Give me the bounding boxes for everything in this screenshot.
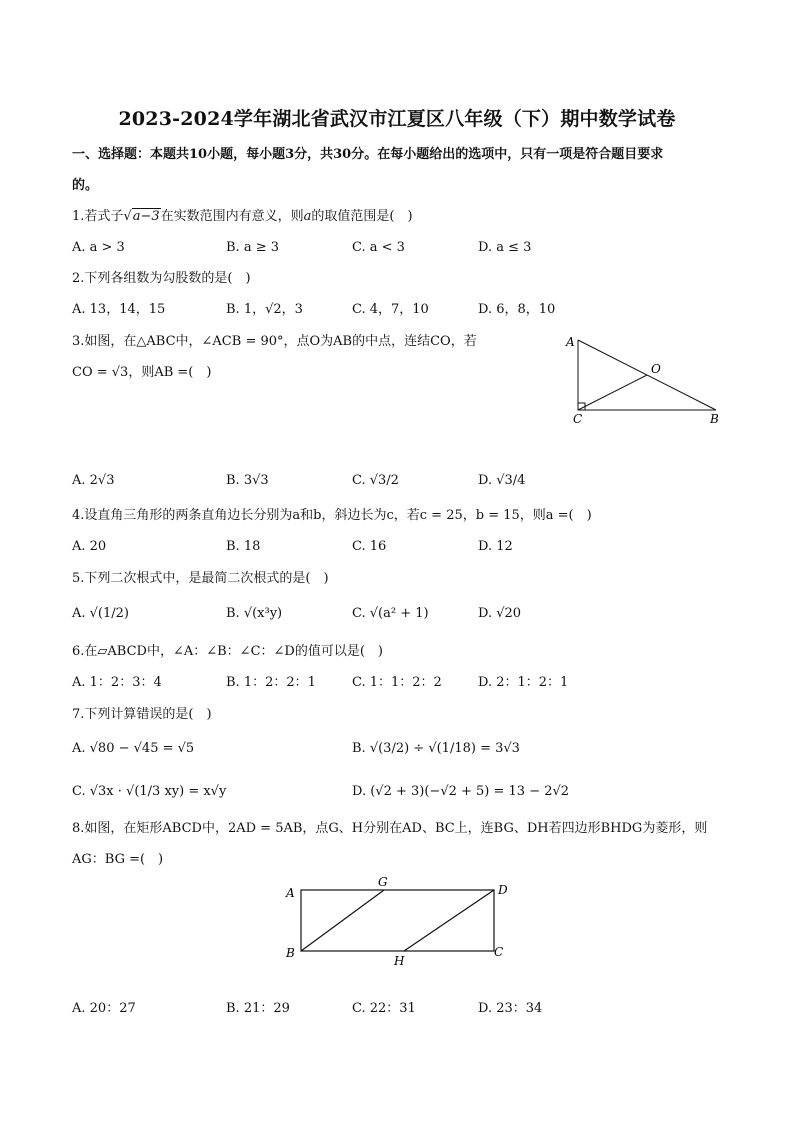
question-1-option-c[interactable]: C. a < 3 [352,240,405,255]
section-heading-line1: 一、选择题：本题共10小题，每小题3分，共30分。在每小题给出的选项中，只有一项是符合题目要求 [72,147,664,162]
question-8-option-d[interactable]: D. 23：34 [478,1001,543,1016]
question-3-option-c[interactable]: C. √3/2 [352,473,399,488]
question-6-stem: 6.在▱ABCD中，∠A：∠B：∠C：∠D的值可以是( ) [72,644,383,659]
question-3-stem-line2: CO = √3，则AB =( ) [72,365,212,380]
question-1-option-b[interactable]: B. a ≥ 3 [226,240,279,255]
question-5-option-c[interactable]: C. √(a² + 1) [352,606,429,621]
triangle-label-c: C [573,412,583,426]
question-1-stem: 1.若式子√a−3在实数范围内有意义，则a的取值范围是( ) [72,209,413,224]
question-2-option-b[interactable]: B. 1，√2，3 [226,302,303,317]
question-4-option-c[interactable]: C. 16 [352,539,387,554]
question-3-stem-line1: 3.如图，在△ABC中，∠ACB = 90°，点O为AB的中点，连结CO，若 [72,334,477,349]
question-7-stem: 7.下列计算错误的是( ) [72,707,212,722]
question-5-stem: 5.下列二次根式中，是最简二次根式的是( ) [72,571,329,586]
question-8-rectangle-figure [280,873,520,973]
question-8-option-b[interactable]: B. 21：29 [226,1001,290,1016]
question-6-option-d[interactable]: D. 2：1：2：1 [478,675,569,690]
question-3-option-a[interactable]: A. 2√3 [72,473,115,488]
exam-title: 2023-2024学年湖北省武汉市江夏区八年级（下）期中数学试卷 [118,108,676,130]
question-3-option-d[interactable]: D. √3/4 [478,473,526,488]
question-7-option-a[interactable]: A. √80 − √45 = √5 [72,741,195,756]
question-8-option-a[interactable]: A. 20：27 [72,1001,136,1016]
question-7-option-d[interactable]: D. (√2 + 3)(−√2 + 5) = 13 − 2√2 [352,784,570,799]
question-5-option-b[interactable]: B. √(x³y) [226,606,283,621]
rectangle-label-g: G [378,875,388,889]
question-6-option-a[interactable]: A. 1：2：3：4 [72,675,162,690]
question-5-option-a[interactable]: A. √(1/2) [72,606,130,621]
question-4-stem: 4.设直角三角形的两条直角边长分别为a和b，斜边长为c，若c = 25，b = 15，则a =( ) [72,508,592,523]
question-3-triangle-figure [560,330,730,430]
question-7-option-b[interactable]: B. √(3/2) ÷ √(1/18) = 3√3 [352,741,520,756]
question-4-option-b[interactable]: B. 18 [226,539,261,554]
rectangle-label-d: D [498,883,508,897]
question-1-option-a[interactable]: A. a > 3 [72,240,125,255]
question-4-option-a[interactable]: A. 20 [72,539,107,554]
question-6-option-c[interactable]: C. 1：1：2：2 [352,675,442,690]
rectangle-label-c: C [494,945,504,959]
rectangle-label-b: B [286,946,295,960]
question-3-option-b[interactable]: B. 3√3 [226,473,269,488]
section-heading-line2: 的。 [72,178,99,193]
question-8-stem-line1: 8.如图，在矩形ABCD中，2AD = 5AB，点G、H分别在AD、BC上，连BG、DH若四边形BHDG为菱形，则 [72,821,708,836]
question-4-option-d[interactable]: D. 12 [478,539,513,554]
question-1-option-d[interactable]: D. a ≤ 3 [478,240,532,255]
triangle-label-o: O [651,362,661,376]
triangle-label-a: A [566,335,575,349]
question-7-option-c[interactable]: C. √3x · √(1/3 xy) = x√y [72,784,227,799]
triangle-label-b: B [710,412,719,426]
question-5-option-d[interactable]: D. √20 [478,606,522,621]
question-2-option-d[interactable]: D. 6，8，10 [478,302,556,317]
question-8-option-c[interactable]: C. 22：31 [352,1001,416,1016]
question-2-stem: 2.下列各组数为勾股数的是( ) [72,271,251,286]
question-8-stem-line2: AG：BG =( ) [72,852,164,867]
question-2-option-a[interactable]: A. 13，14，15 [72,302,166,317]
question-2-option-c[interactable]: C. 4，7，10 [352,302,429,317]
rectangle-label-h: H [394,954,405,968]
rectangle-label-a: A [286,886,295,900]
question-6-option-b[interactable]: B. 1：2：2：1 [226,675,316,690]
